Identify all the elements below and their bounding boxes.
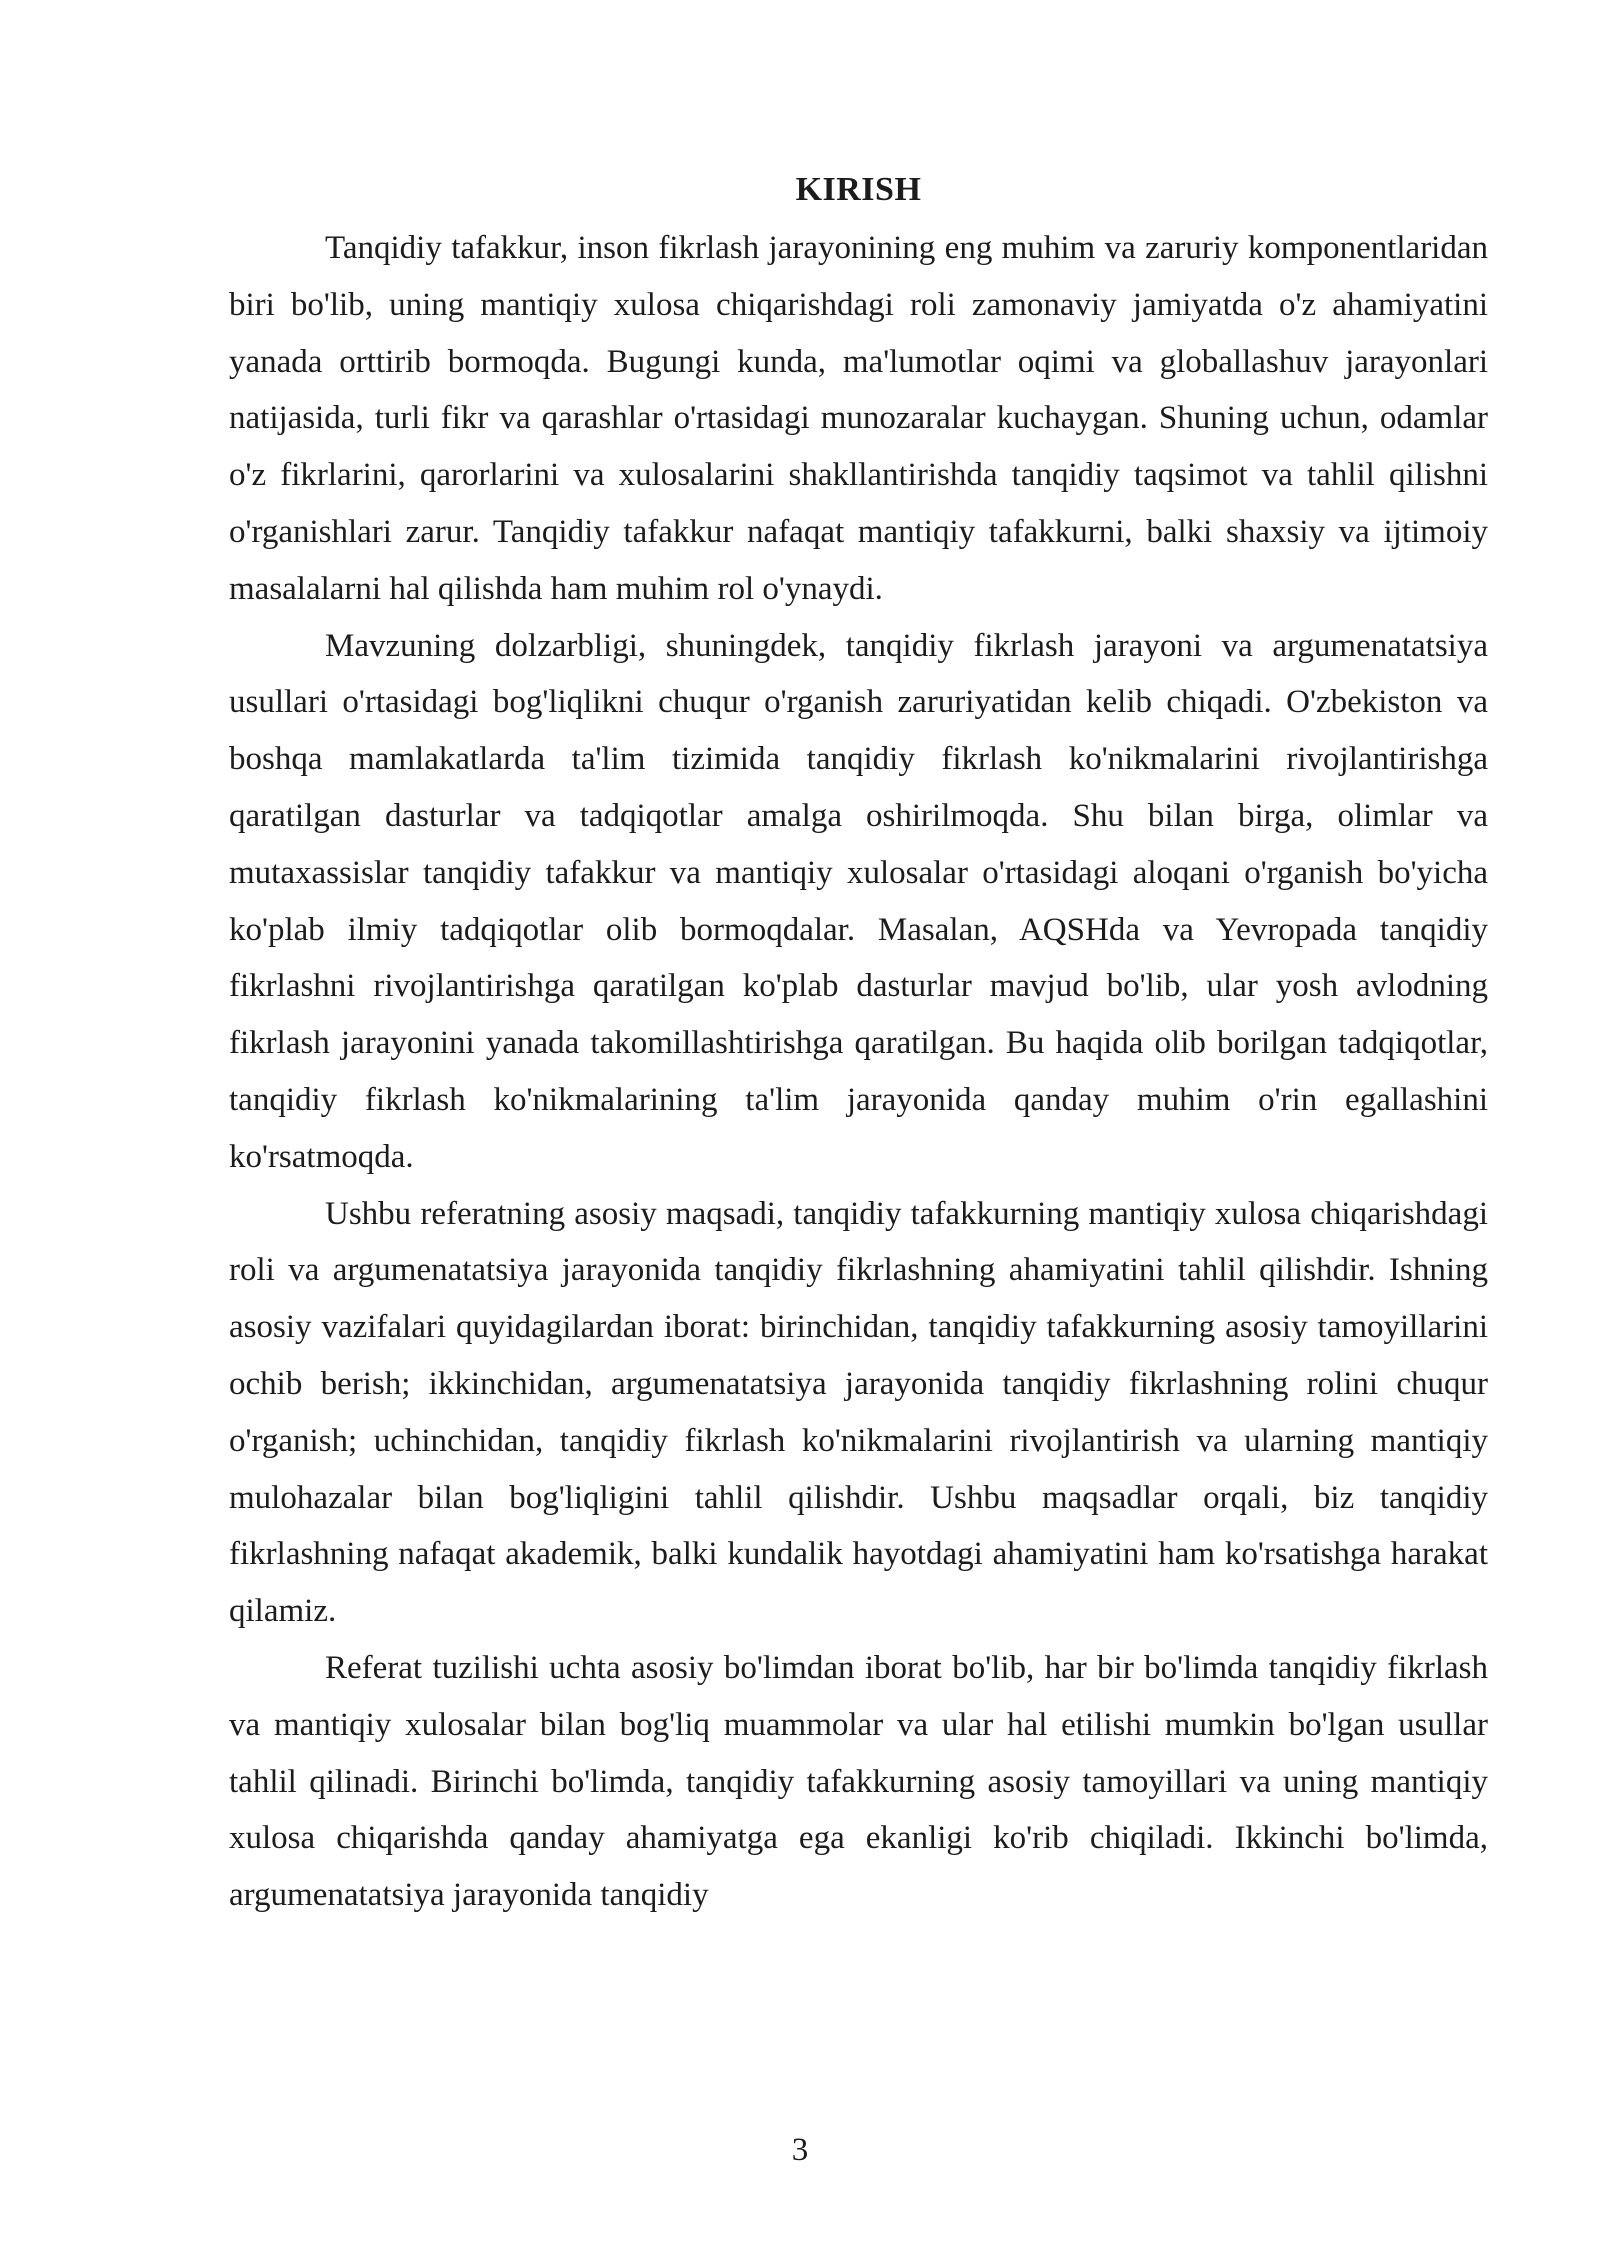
page-number: 3 [791, 2132, 809, 2168]
paragraph: Tanqidiy tafakkur, inson fikrlash jarayonining eng muhim va zaruriy komponentlaridan biri bo'lib, uning mantiqiy xulosa chiqarishdagi roli zamonaviy jamiyatda o'z ahamiyatini yanada orttirib bormoqda. Bugungi kunda, ma'lumotlar oqimi va globallashuv jarayonlari natijasida, turli fikr va qarashlar o'rtasidagi munozaralar kuchaygan. Shuning uchun, odamlar o'z fikrlarini, qarorlarini va xulosalarini shakllantirishda tanqidiy taqsimot va tahlil qilishni o'rganishlari zarur. Tanqidiy tafakkur nafaqat mantiqiy tafakkurni, balki shaxsiy va ijtimoiy masalalarni hal qilishda ham muhim rol o'ynaydi. [229, 230, 1488, 607]
paragraph: Mavzuning dolzarbligi, shuningdek, tanqidiy fikrlash jarayoni va argumenatatsiya usullari o'rtasidagi bog'liqlikni chuqur o'rganish zaruriyatidan kelib chiqadi. O'zbekiston va boshqa mamlakatlarda ta'lim tizimida tanqidiy fikrlash ko'nikmalarini rivojlantirishga qaratilgan dasturlar va tadqiqotlar amalga oshirilmoqda. Shu bilan birga, olimlar va mutaxassislar tanqidiy tafakkur va mantiqiy xulosalar o'rtasidagi aloqani o'rganish bo'yicha ko'plab ilmiy tadqiqotlar olib bormoqdalar. Masalan, AQSHda va Yevropada tanqidiy fikrlashni rivojlantirishga qaratilgan ko'plab dasturlar mavjud bo'lib, ular yosh avlodning fikrlash jarayonini yanada takomillashtirishga qaratilgan. Bu haqida olib borilgan tadqiqotlar, tanqidiy fikrlash ko'nikmalarining ta'lim jarayonida qanday muhim o'rin egallashini ko'rsatmoqda. [229, 627, 1488, 1175]
paragraph: Referat tuzilishi uchta asosiy bo'limdan iborat bo'lib, har bir bo'limda tanqidiy fikrlash va mantiqiy xulosalar bilan bog'liq muammolar va ular hal etilishi mumkin bo'lgan usullar tahlil qilinadi. Birinchi bo'limda, tanqidiy tafakkurning asosiy tamoyillari va uning mantiqiy xulosa chiqarishda qanday ahamiyatga ega ekanligi ko'rib chiqiladi. Ikkinchi bo'limda, argumenatatsiya jarayonida tanqidiy [229, 1649, 1488, 1914]
paragraph: Ushbu referatning asosiy maqsadi, tanqidiy tafakkurning mantiqiy xulosa chiqarishdagi roli va argumenatatsiya jarayonida tanqidiy fikrlashning ahamiyatini tahlil qilishdir. Ishning asosiy vazifalari quyidagilardan iborat: birinchidan, tanqidiy tafakkurning asosiy tamoyillarini ochib berish; ikkinchidan, argumenatatsiya jarayonida tanqidiy fikrlashning rolini chuqur o'rganish; uchinchidan, tanqidiy fikrlash ko'nikmalarini rivojlantirish va ularning mantiqiy mulohazalar bilan bog'liqligini tahlil qilishdir. Ushbu maqsadlar orqali, biz tanqidiy fikrlashning nafaqat akademik, balki kundalik hayotdagi ahamiyatini ham ko'rsatishga harakat qilamiz. [229, 1195, 1488, 1630]
page-body [229, 160, 1488, 1924]
section-title: KIRISH [795, 171, 922, 208]
